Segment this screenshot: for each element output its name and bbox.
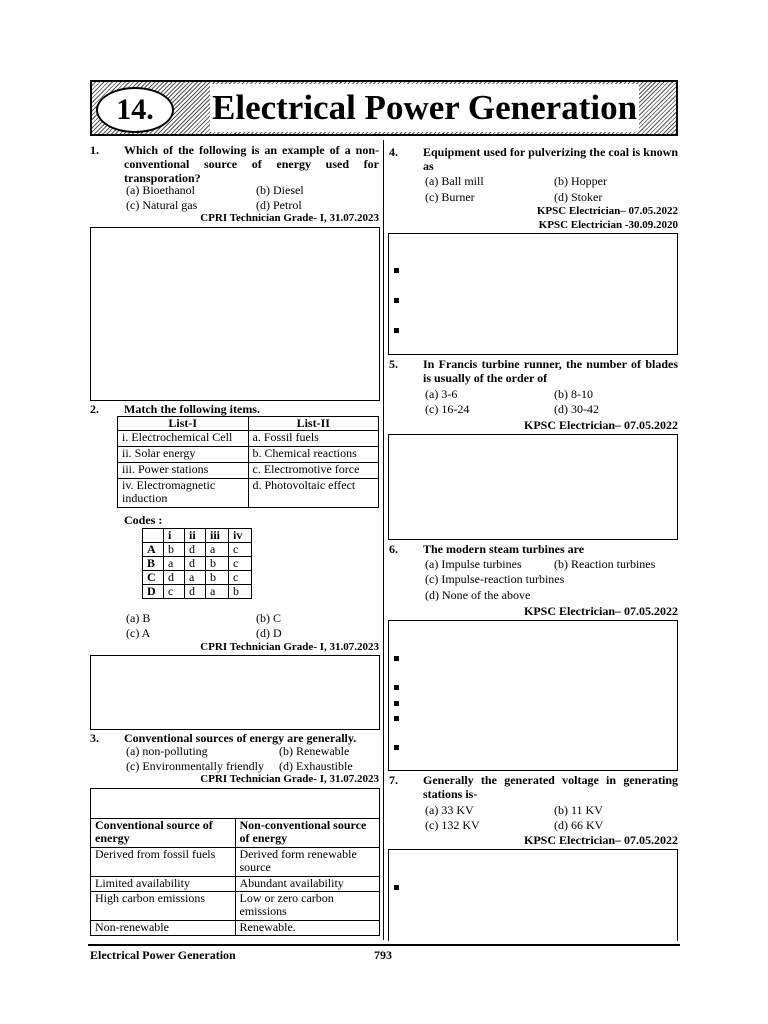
q3-option-c: (c) Environmentally friendly (126, 759, 264, 773)
q2-codes-label: Codes : (124, 513, 163, 527)
bullet-icon (394, 268, 399, 273)
q5-answer-box (388, 434, 678, 540)
bullet-icon (394, 298, 399, 303)
codes-cell: a (206, 543, 229, 557)
codes-cell: b (206, 571, 229, 585)
table-cell: Limited availability (91, 877, 236, 892)
table-cell: iv. Electromagnetic induction (118, 479, 249, 508)
codes-cell: a (206, 585, 229, 599)
q3-option-b: (b) Renewable (279, 744, 350, 758)
q7-option-c: (c) 132 KV (425, 818, 480, 832)
q5-option-c: (c) 16-24 (425, 402, 470, 416)
q6-number: 6. (389, 542, 398, 556)
q7-text: Generally the generated voltage in generating stations is- (423, 773, 678, 801)
page-number: 793 (374, 948, 392, 962)
codes-row-label: C (143, 571, 164, 585)
q1-source: CPRI Technician Grade- I, 31.07.2023 (200, 212, 379, 224)
q4-answer-box (388, 233, 678, 355)
table-cell: Non-renewable (91, 921, 236, 936)
q7-answer-box (388, 849, 678, 941)
codes-header: iii (206, 529, 229, 543)
q3-option-d: (d) Exhaustible (279, 759, 353, 773)
q6-option-b: (b) Reaction turbines (554, 557, 656, 571)
q4-text: Equipment used for pulverizing the coal is known as (423, 145, 678, 173)
codes-cell: b (206, 557, 229, 571)
q4-option-b: (b) Hopper (554, 174, 607, 188)
q1-option-d: (d) Petrol (256, 198, 302, 212)
codes-row-label: D (143, 585, 164, 599)
q4-option-a: (a) Ball mill (425, 174, 484, 188)
bullet-icon (394, 656, 399, 661)
chapter-header (90, 80, 678, 136)
q3-source: CPRI Technician Grade- I, 31.07.2023 (200, 773, 379, 785)
table-cell: Derived form renewable source (235, 848, 380, 877)
q2-answer-box (90, 655, 380, 730)
q5-option-b: (b) 8-10 (554, 387, 593, 401)
q3-answer-box (90, 788, 380, 818)
codes-cell: b (164, 543, 185, 557)
q5-option-a: (a) 3-6 (425, 387, 458, 401)
codes-row-label: A (143, 543, 164, 557)
q2-number: 2. (90, 402, 99, 416)
bullet-icon (394, 885, 399, 890)
table-cell: iii. Power stations (118, 463, 249, 479)
comparison-header: Non-conventional source of energy (235, 819, 380, 848)
table-cell: c. Electromotive force (248, 463, 379, 479)
table-cell: d. Photovoltaic effect (248, 479, 379, 508)
q4-source-2: KPSC Electrician -30.09.2020 (538, 219, 678, 231)
codes-cell: c (229, 571, 252, 585)
column-divider (383, 140, 384, 940)
bullet-icon (394, 701, 399, 706)
q6-option-a: (a) Impulse turbines (425, 557, 522, 571)
list-header: List-II (248, 417, 379, 431)
chapter-title: Electrical Power Generation (210, 84, 639, 132)
q3-comparison-table (90, 818, 380, 936)
bullet-icon (394, 685, 399, 690)
q1-answer-box (90, 227, 380, 401)
q6-source: KPSC Electrician– 07.05.2022 (524, 604, 678, 618)
q4-number: 4. (389, 145, 398, 159)
q2-codes-table (142, 528, 252, 599)
q2-option-d: (d) D (256, 626, 282, 640)
q1-text: Which of the following is an example of a non-conventional source of energy used for transporation? (124, 143, 379, 185)
q2-option-c: (c) A (126, 626, 151, 640)
table-cell: b. Chemical reactions (248, 447, 379, 463)
q2-source: CPRI Technician Grade- I, 31.07.2023 (200, 641, 379, 653)
table-cell: a. Fossil fuels (248, 431, 379, 447)
codes-cell: d (185, 543, 206, 557)
codes-cell: d (185, 585, 206, 599)
q4-option-c: (c) Burner (425, 190, 475, 204)
q1-option-a: (a) Bioethanol (126, 183, 195, 197)
footer-title: Electrical Power Generation (90, 948, 236, 962)
codes-cell: b (229, 585, 252, 599)
table-cell: Derived from fossil fuels (91, 848, 236, 877)
table-cell: i. Electrochemical Cell (118, 431, 249, 447)
q6-answer-box (388, 620, 678, 771)
q5-number: 5. (389, 357, 398, 371)
q2-option-a: (a) B (126, 611, 151, 625)
codes-cell: c (164, 585, 185, 599)
q6-text: The modern steam turbines are (423, 542, 585, 556)
comparison-header: Conventional source of energy (91, 819, 236, 848)
bullet-icon (394, 745, 399, 750)
table-cell: High carbon emissions (91, 892, 236, 921)
codes-row-label: B (143, 557, 164, 571)
q4-option-d: (d) Stoker (554, 190, 603, 204)
codes-cell: d (185, 557, 206, 571)
footer-rule (88, 944, 680, 946)
q7-option-b: (b) 11 KV (554, 803, 603, 817)
q3-number: 3. (90, 731, 99, 745)
q7-option-d: (d) 66 KV (554, 818, 604, 832)
q2-option-b: (b) C (256, 611, 281, 625)
codes-cell: a (164, 557, 185, 571)
table-cell: Renewable. (235, 921, 380, 936)
q2-list-table (117, 416, 379, 508)
q4-source-1: KPSC Electrician– 07.05.2022 (536, 205, 678, 217)
table-cell: Abundant availability (235, 877, 380, 892)
q2-text: Match the following items. (124, 402, 260, 416)
q7-source: KPSC Electrician– 07.05.2022 (524, 833, 678, 847)
q6-option-c: (c) Impulse-reaction turbines (425, 572, 565, 586)
q3-text: Conventional sources of energy are generally. (124, 731, 357, 745)
q3-option-a: (a) non-polluting (126, 744, 208, 758)
codes-header (143, 529, 164, 543)
q1-option-b: (b) Diesel (256, 183, 304, 197)
codes-header: ii (185, 529, 206, 543)
codes-cell: c (229, 543, 252, 557)
codes-cell: d (164, 571, 185, 585)
q5-option-d: (d) 30-42 (554, 402, 599, 416)
bullet-icon (394, 328, 399, 333)
codes-cell: c (229, 557, 252, 571)
q7-number: 7. (389, 773, 398, 787)
q5-text: In Francis turbine runner, the number of blades is usually of the order of (423, 357, 678, 385)
chapter-number: 14. (96, 87, 174, 133)
q1-number: 1. (90, 143, 99, 157)
codes-header: i (164, 529, 185, 543)
table-cell: ii. Solar energy (118, 447, 249, 463)
q1-option-c: (c) Natural gas (126, 198, 198, 212)
q7-option-a: (a) 33 KV (425, 803, 474, 817)
q6-option-d: (d) None of the above (425, 588, 531, 602)
codes-cell: a (185, 571, 206, 585)
table-cell: Low or zero carbon emissions (235, 892, 380, 921)
bullet-icon (394, 716, 399, 721)
q5-source: KPSC Electrician– 07.05.2022 (524, 418, 678, 432)
codes-header: iv (229, 529, 252, 543)
list-header: List-I (118, 417, 249, 431)
